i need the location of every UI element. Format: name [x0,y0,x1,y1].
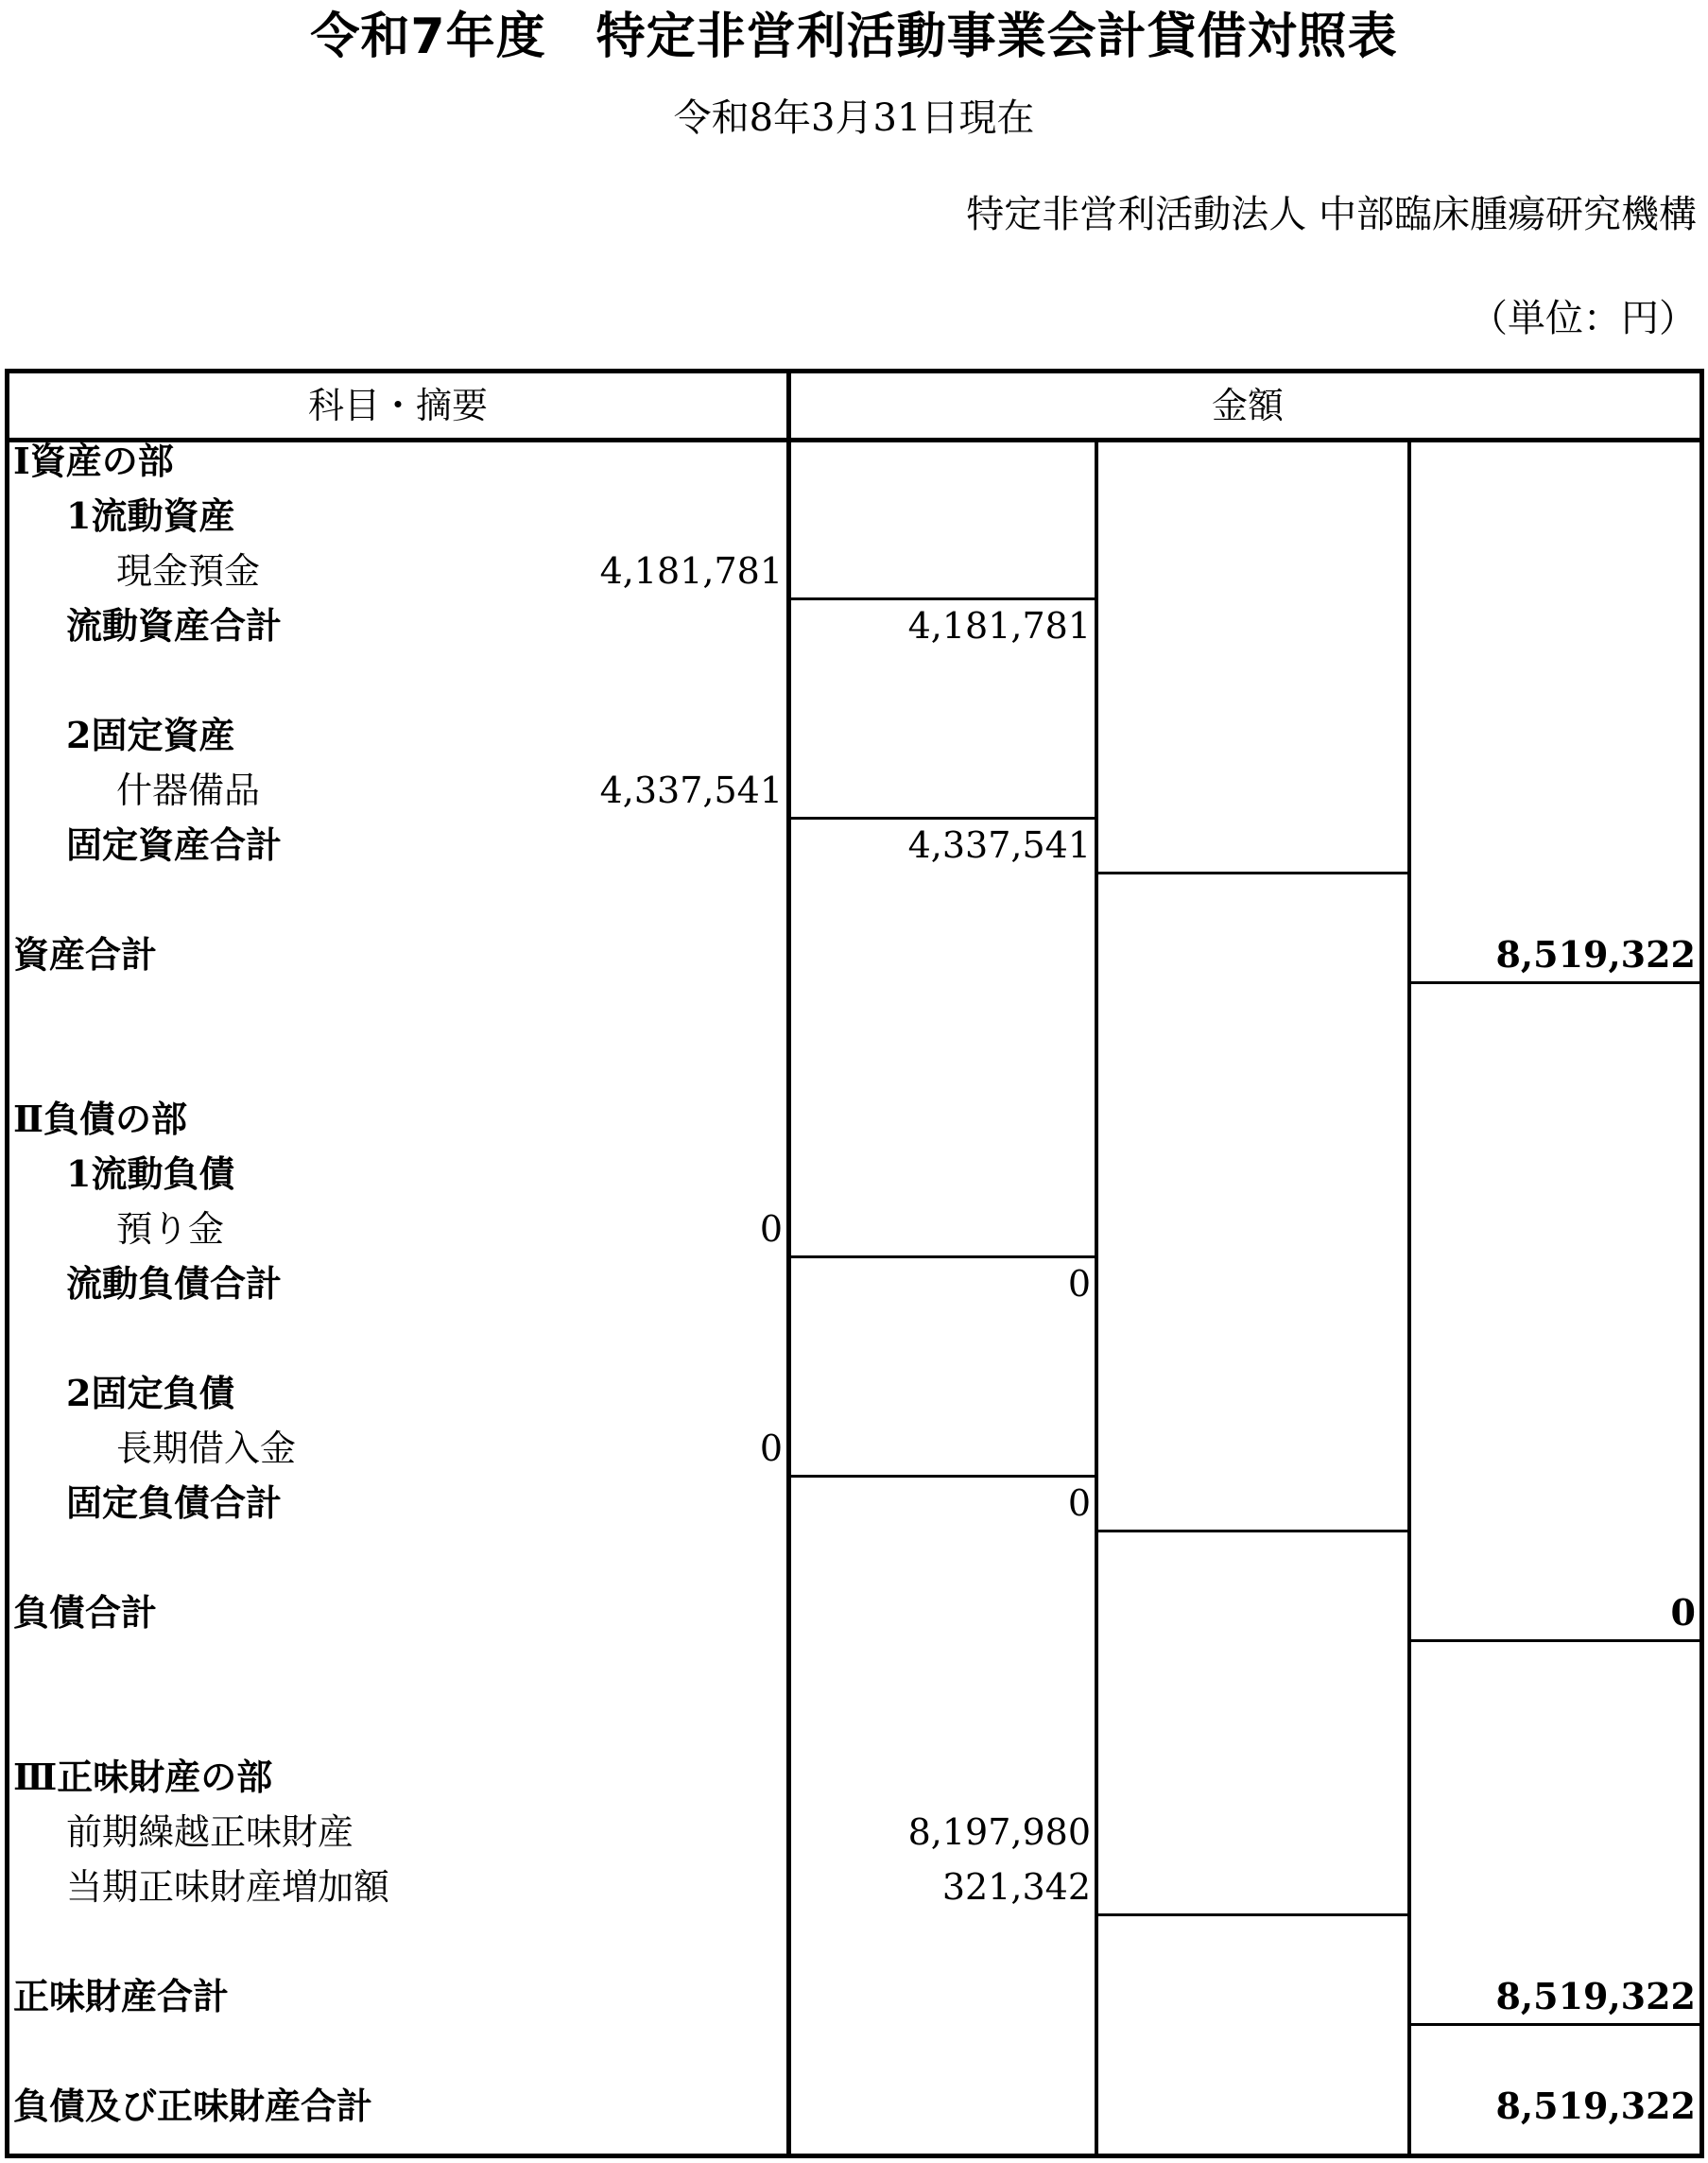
item-label: 現金預金 [116,550,261,592]
item-label: 当期正味財産増加額 [66,1866,390,1908]
amount-detail: 4,181,781 [599,550,783,592]
category-fixed-assets: 2固定資産 [66,714,235,756]
subtotal-label: 固定資産合計 [66,823,283,866]
total-label: 負債合計 [13,1591,158,1634]
column-header-subject: 科目・摘要 [307,385,488,426]
total-rule [1411,1639,1699,1642]
amount-detail: 4,337,541 [599,770,783,811]
amount-detail: 0 [759,1428,783,1469]
column-header-amount: 金額 [1211,385,1284,426]
subtotal-rule [1098,1530,1407,1532]
subtotal-rule [791,1475,1095,1478]
subtotal-label: 固定負債合計 [66,1481,283,1524]
item-label: 長期借入金 [116,1428,297,1469]
subtotal-label: 流動資産合計 [66,604,283,647]
subtotal-rule [791,1255,1095,1258]
amount-subtotal: 4,181,781 [907,605,1091,647]
report-date: 令和8年3月31日現在 [673,96,1035,140]
subtotal-rule [791,597,1095,600]
balance-sheet-table [5,369,1704,2158]
section-heading-net-assets: Ⅲ正味財産の部 [13,1756,273,1798]
total-rule [1411,2023,1699,2026]
column-divider-subject [786,373,791,2154]
section-heading-assets: I資産の部 [13,440,174,482]
amount-total: 0 [1670,1591,1696,1634]
page-title: 令和7年度 特定非営利活動事業会計貸借対照表 [310,9,1398,65]
header-divider [9,438,1699,442]
amount-total: 8,519,322 [1495,933,1696,976]
section-heading-liabilities: Ⅱ負債の部 [13,1098,188,1140]
subtotal-rule [1098,872,1407,874]
category-current-assets: 1流動資産 [66,494,235,537]
category-current-liabilities: 1流動負債 [66,1152,235,1195]
grand-total-label: 負債及び正味財産合計 [13,2085,373,2127]
item-label: 前期繰越正味財産 [66,1811,354,1853]
amount-grand-total: 8,519,322 [1495,2085,1696,2127]
total-label: 正味財産合計 [13,1975,230,2017]
amount-subtotal: 321,342 [941,1866,1091,1908]
subtotal-rule [791,817,1095,820]
amount-total: 8,519,322 [1495,1975,1696,2017]
subtotal-label: 流動負債合計 [66,1262,283,1305]
organization-name: 特定非営利活動法人 中部臨床腫瘍研究機構 [966,193,1697,236]
column-divider-amount-1 [1095,442,1098,2154]
amount-detail: 0 [759,1208,783,1250]
total-label: 資産合計 [13,933,158,976]
item-label: 什器備品 [116,770,261,811]
amount-subtotal: 8,197,980 [907,1811,1091,1853]
amount-subtotal: 0 [1067,1263,1091,1305]
amount-subtotal: 4,337,541 [907,824,1091,866]
amount-subtotal: 0 [1067,1482,1091,1524]
item-label: 預り金 [116,1208,225,1250]
category-fixed-liabilities: 2固定負債 [66,1372,235,1414]
currency-unit: （単位：円） [1470,297,1697,340]
column-divider-amount-2 [1407,442,1411,2154]
total-rule [1411,981,1699,984]
subtotal-rule [1098,1913,1407,1916]
